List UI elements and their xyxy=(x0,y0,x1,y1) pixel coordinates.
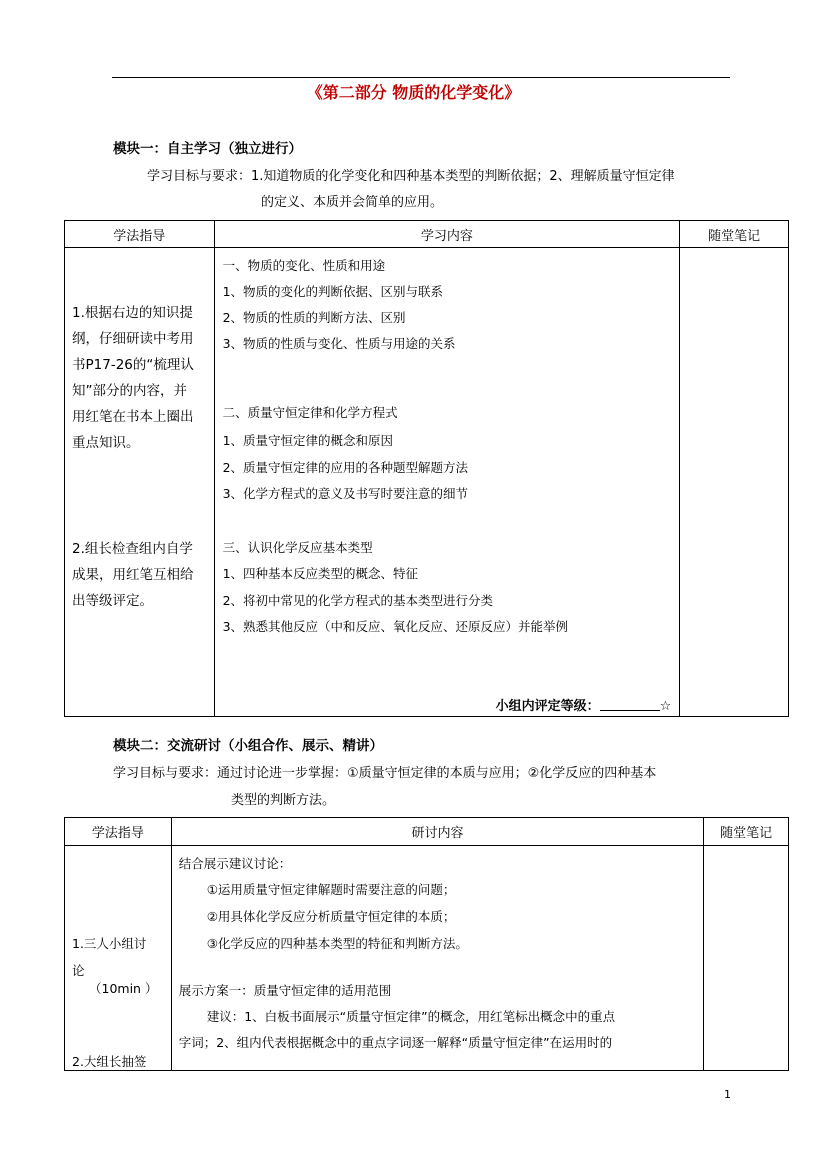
content-line: 2、将初中常见的化学方程式的基本类型进行分类 xyxy=(222,593,494,608)
guide-line: 成果，用红笔互相给 xyxy=(72,567,194,583)
group-grade xyxy=(496,695,672,714)
module2-goal-line2: 类型的判断方法。 xyxy=(231,793,336,808)
guide-line: 书P17-26的“梳理认 xyxy=(72,357,194,373)
col-header-notes: 随堂笔记 xyxy=(704,818,789,846)
content-cell xyxy=(171,846,703,1071)
module2-goal-line1: 学习目标与要求：通过讨论进一步掌握：①质量守恒定律的本质与应用；②化学反应的四种基本 xyxy=(113,766,657,781)
col-header-guide: 学法指导 xyxy=(65,818,172,846)
page-number: 1 xyxy=(724,1088,731,1101)
col-header-content: 研讨内容 xyxy=(171,818,703,846)
content-line: 1、质量守恒定律的概念和原因 xyxy=(222,433,394,448)
guide-line: 纲，仔细研读中考用 xyxy=(72,331,194,347)
grade-label: 小组内评定等级： xyxy=(495,699,600,714)
content-line: ③化学反应的四种基本类型的特征和判断方法。 xyxy=(206,936,468,951)
guide-para-2 xyxy=(72,536,194,614)
module2-heading: 模块二：交流研讨（小组合作、展示、精讲） xyxy=(113,738,383,754)
content-line: 字词；2、组内代表根据概念中的重点字词逐一解释“质量守恒定律”在运用时的 xyxy=(178,1035,613,1050)
module1-heading: 模块一：自主学习（独立进行） xyxy=(113,141,302,157)
guide-line: 论 xyxy=(72,963,85,978)
module1-table xyxy=(64,220,789,717)
content-line: 建议：1、白板书面展示“质量守恒定律”的概念，用红笔标出概念中的重点 xyxy=(206,1009,616,1024)
guide-para-1 xyxy=(72,300,194,456)
module1-goal-line1: 学习目标与要求：1.知道物质的化学变化和四种基本类型的判断依据；2、理解质量守恒定律 xyxy=(147,169,675,184)
content-cell xyxy=(214,248,680,717)
content-line: 3、熟悉其他反应（中和反应、氧化反应、还原反应）并能举例 xyxy=(222,619,569,634)
guide-line: 用红笔在书本上圈出 xyxy=(72,409,194,425)
guide-line: （10min ） xyxy=(89,981,158,996)
guide-line: 1.根据右边的知识提 xyxy=(72,305,193,321)
guide-line: 1.三人小组讨 xyxy=(72,936,147,951)
content-line: 结合展示建议讨论： xyxy=(178,856,292,871)
content-line: 三、认识化学反应基本类型 xyxy=(222,540,373,555)
content-line: 展示方案一：质量守恒定律的适用范围 xyxy=(178,983,392,998)
content-line: ②用具体化学反应分析质量守恒定律的本质； xyxy=(206,909,456,924)
guide-cell xyxy=(65,846,172,1071)
col-header-notes: 随堂笔记 xyxy=(680,221,789,248)
content-line: 3、物质的性质与变化、性质与用途的关系 xyxy=(222,336,456,351)
content-line: 3、化学方程式的意义及书写时要注意的细节 xyxy=(222,486,469,501)
col-header-guide: 学法指导 xyxy=(65,221,215,248)
guide-cell xyxy=(65,248,215,717)
content-line: 1、四种基本反应类型的概念、特征 xyxy=(222,566,419,581)
page-title: 《第二部分 物质的化学变化》 xyxy=(306,83,521,102)
content-line: 2、质量守恒定律的应用的各种题型解题方法 xyxy=(222,460,469,475)
content-line: 一、物质的变化、性质和用途 xyxy=(222,258,386,273)
grade-blank xyxy=(600,698,660,711)
guide-line: 知”部分的内容，并 xyxy=(72,383,187,399)
content-line: 二、质量守恒定律和化学方程式 xyxy=(222,405,398,420)
guide-line: 2.大组长抽签 xyxy=(72,1054,147,1069)
module1-goal-line2: 的定义、本质并会简单的应用。 xyxy=(261,195,444,210)
star-icon: ☆ xyxy=(659,699,672,714)
col-header-content: 学习内容 xyxy=(214,221,680,248)
notes-cell xyxy=(704,846,789,1071)
notes-cell xyxy=(680,248,789,717)
header-rule xyxy=(112,77,730,78)
guide-line: 2.组长检查组内自学 xyxy=(72,541,193,557)
guide-line: 重点知识。 xyxy=(72,435,140,451)
content-line: 2、物质的性质的判断方法、区别 xyxy=(222,310,406,325)
module2-table xyxy=(64,817,789,1071)
content-line: ①运用质量守恒定律解题时需要注意的问题； xyxy=(206,882,456,897)
guide-line: 出等级评定。 xyxy=(72,593,153,609)
content-line: 1、物质的变化的判断依据、区别与联系 xyxy=(222,284,444,299)
